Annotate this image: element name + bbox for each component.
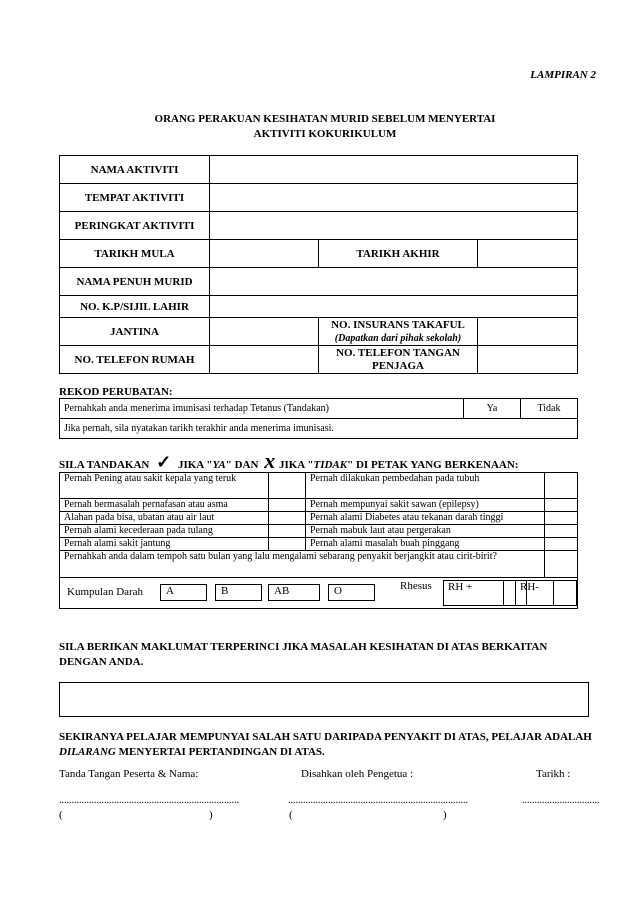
label-tarikh-mula: TARIKH MULA [60,240,210,268]
details-input-box[interactable] [59,682,589,717]
blood-type-ab[interactable]: AB [268,584,320,601]
label-insurans [319,318,478,346]
rekod-heading: REKOD PERUBATAN: [59,386,173,398]
checkbox-left-2[interactable] [269,499,306,512]
field-nama-aktiviti[interactable] [210,156,578,184]
label-nama-penuh: NAMA PENUH MURID [60,268,210,296]
label-telefon-penjaga [319,346,478,374]
field-insurans[interactable] [478,318,578,346]
title-line-1: ORANG PERAKUAN KESIHATAN MURID SEBELUM MENYERTAI [154,113,496,125]
cross-icon: x [264,448,276,473]
tetanus-ya[interactable]: Ya [464,399,521,419]
conditions-table [59,472,578,609]
pengetua-open-paren: ( [289,809,293,821]
label-no-kp: NO. K.P/SIJIL LAHIR [60,296,210,318]
checkbox-travel[interactable] [545,551,578,578]
condition-left-3: Alahan pada bisa, ubatan atau air laut [60,512,269,525]
insurans-line-1: NO. INSURANS TAKAFUL [331,318,465,331]
condition-right-2: Pernah mempunyai sakit sawan (epilepsy) [306,499,545,512]
field-nama-penuh[interactable] [210,268,578,296]
rh-negative-box[interactable] [553,580,577,606]
signature-pengetua-line[interactable]: ........................................................................ [288,795,468,806]
signature-tarikh-label: Tarikh : [536,768,571,780]
tetanus-question: Pernahkah anda menerima imunisasi terhadap Tetanus (Tandakan) [60,399,464,419]
rh-positive[interactable]: RH + [443,580,504,606]
activity-info-table [59,155,578,374]
condition-left-4: Pernah alami kecederaan pada tulang [60,525,269,538]
checkbox-left-4[interactable] [269,525,306,538]
peserta-close-paren: ) [209,809,213,821]
field-jantina[interactable] [210,318,319,346]
checkbox-right-1[interactable] [545,473,578,499]
blood-group-row [60,578,578,609]
blood-group-label: Kumpulan Darah [67,586,144,598]
tick-instruction: SILA TANDAKAN ✓ JIKA "YA" DAN x JIKA "TIDAK" DI PETAK YANG BERKENAAN: [59,448,519,473]
signature-peserta-label: Tanda Tangan Peserta & Nama: [59,768,199,780]
peserta-open-paren: ( [59,809,63,821]
condition-right-5: Pernah alami masalah buah pinggang [306,538,545,551]
pengetua-close-paren: ) [443,809,447,821]
condition-left-1: Pernah Pening atau sakit kepala yang teruk [60,473,269,499]
signature-peserta-line[interactable]: ........................................................................ [59,795,239,806]
checkbox-left-1[interactable] [269,473,306,499]
label-tarikh-akhir: TARIKH AKHIR [319,240,478,268]
field-telefon-rumah[interactable] [210,346,319,374]
field-peringkat-aktiviti[interactable] [210,212,578,240]
rekod-table [59,398,578,439]
rh-negative[interactable]: RH- [515,580,554,606]
insurans-line-2: (Dapatkan dari pihak sekolah) [334,332,462,344]
condition-right-1: Pernah dilakukan pembedahan pada tubuh [306,473,545,499]
label-peringkat-aktiviti: PERINGKAT AKTIVITI [60,212,210,240]
checkbox-right-5[interactable] [545,538,578,551]
checkbox-right-3[interactable] [545,512,578,525]
field-tempat-aktiviti[interactable] [210,184,578,212]
label-jantina: JANTINA [60,318,210,346]
tetanus-date-question: Jika pernah, sila nyatakan tarikh terakhir anda menerima imunisasi. [60,419,578,439]
condition-right-3: Pernah alami Diabetes atau tekanan darah tinggi [306,512,545,525]
travel-question: Pernahkah anda dalam tempoh satu bulan yang lalu mengalami sebarang penyakit berjangkit atau cirit-birit? [60,551,545,578]
condition-right-4: Pernah mabuk laut atau pergerakan [306,525,545,538]
page-title [60,112,590,142]
label-telefon-rumah: NO. TELEFON RUMAH [60,346,210,374]
label-tempat-aktiviti: TEMPAT AKTIVITI [60,184,210,212]
checkbox-right-4[interactable] [545,525,578,538]
checkbox-right-2[interactable] [545,499,578,512]
field-no-kp[interactable] [210,296,578,318]
signature-pengetua-label: Disahkan oleh Pengetua : [301,768,414,780]
signature-tarikh-line[interactable]: ............................... [522,795,600,806]
checkbox-left-5[interactable] [269,538,306,551]
tetanus-tidak[interactable]: Tidak [521,399,578,419]
title-line-2: AKTIVITI KOKURIKULUM [253,128,397,140]
blood-type-o[interactable]: O [328,584,375,601]
field-tarikh-mula[interactable] [210,240,319,268]
lampiran-label: LAMPIRAN 2 [530,69,596,81]
details-heading: SILA BERIKAN MAKLUMAT TERPERINCI JIKA MASALAH KESIHATAN DI ATAS BERKAITAN DENGAN ANDA. [59,641,548,668]
condition-left-2: Pernah bermasalah pernafasan atau asma [60,499,269,512]
field-telefon-penjaga[interactable] [478,346,578,374]
telefon-penjaga-line-2: PENJAGA [372,359,424,372]
rhesus-label: Rhesus [400,580,432,592]
blood-type-a[interactable]: A [160,584,207,601]
blood-type-b[interactable]: B [215,584,262,601]
checkbox-left-3[interactable] [269,512,306,525]
label-nama-aktiviti: NAMA AKTIVITI [60,156,210,184]
field-tarikh-akhir[interactable] [478,240,578,268]
warning-text: SEKIRANYA PELAJAR MEMPUNYAI SALAH SATU DARIPADA PENYAKIT DI ATAS, PELAJAR ADALAH DILARANG MENYERTAI PERTANDINGAN DI ATAS. [59,731,592,758]
telefon-penjaga-line-1: NO. TELEFON TANGAN [336,346,460,359]
condition-left-5: Pernah alami sakit jantung [60,538,269,551]
check-icon: ✓ [156,452,172,472]
